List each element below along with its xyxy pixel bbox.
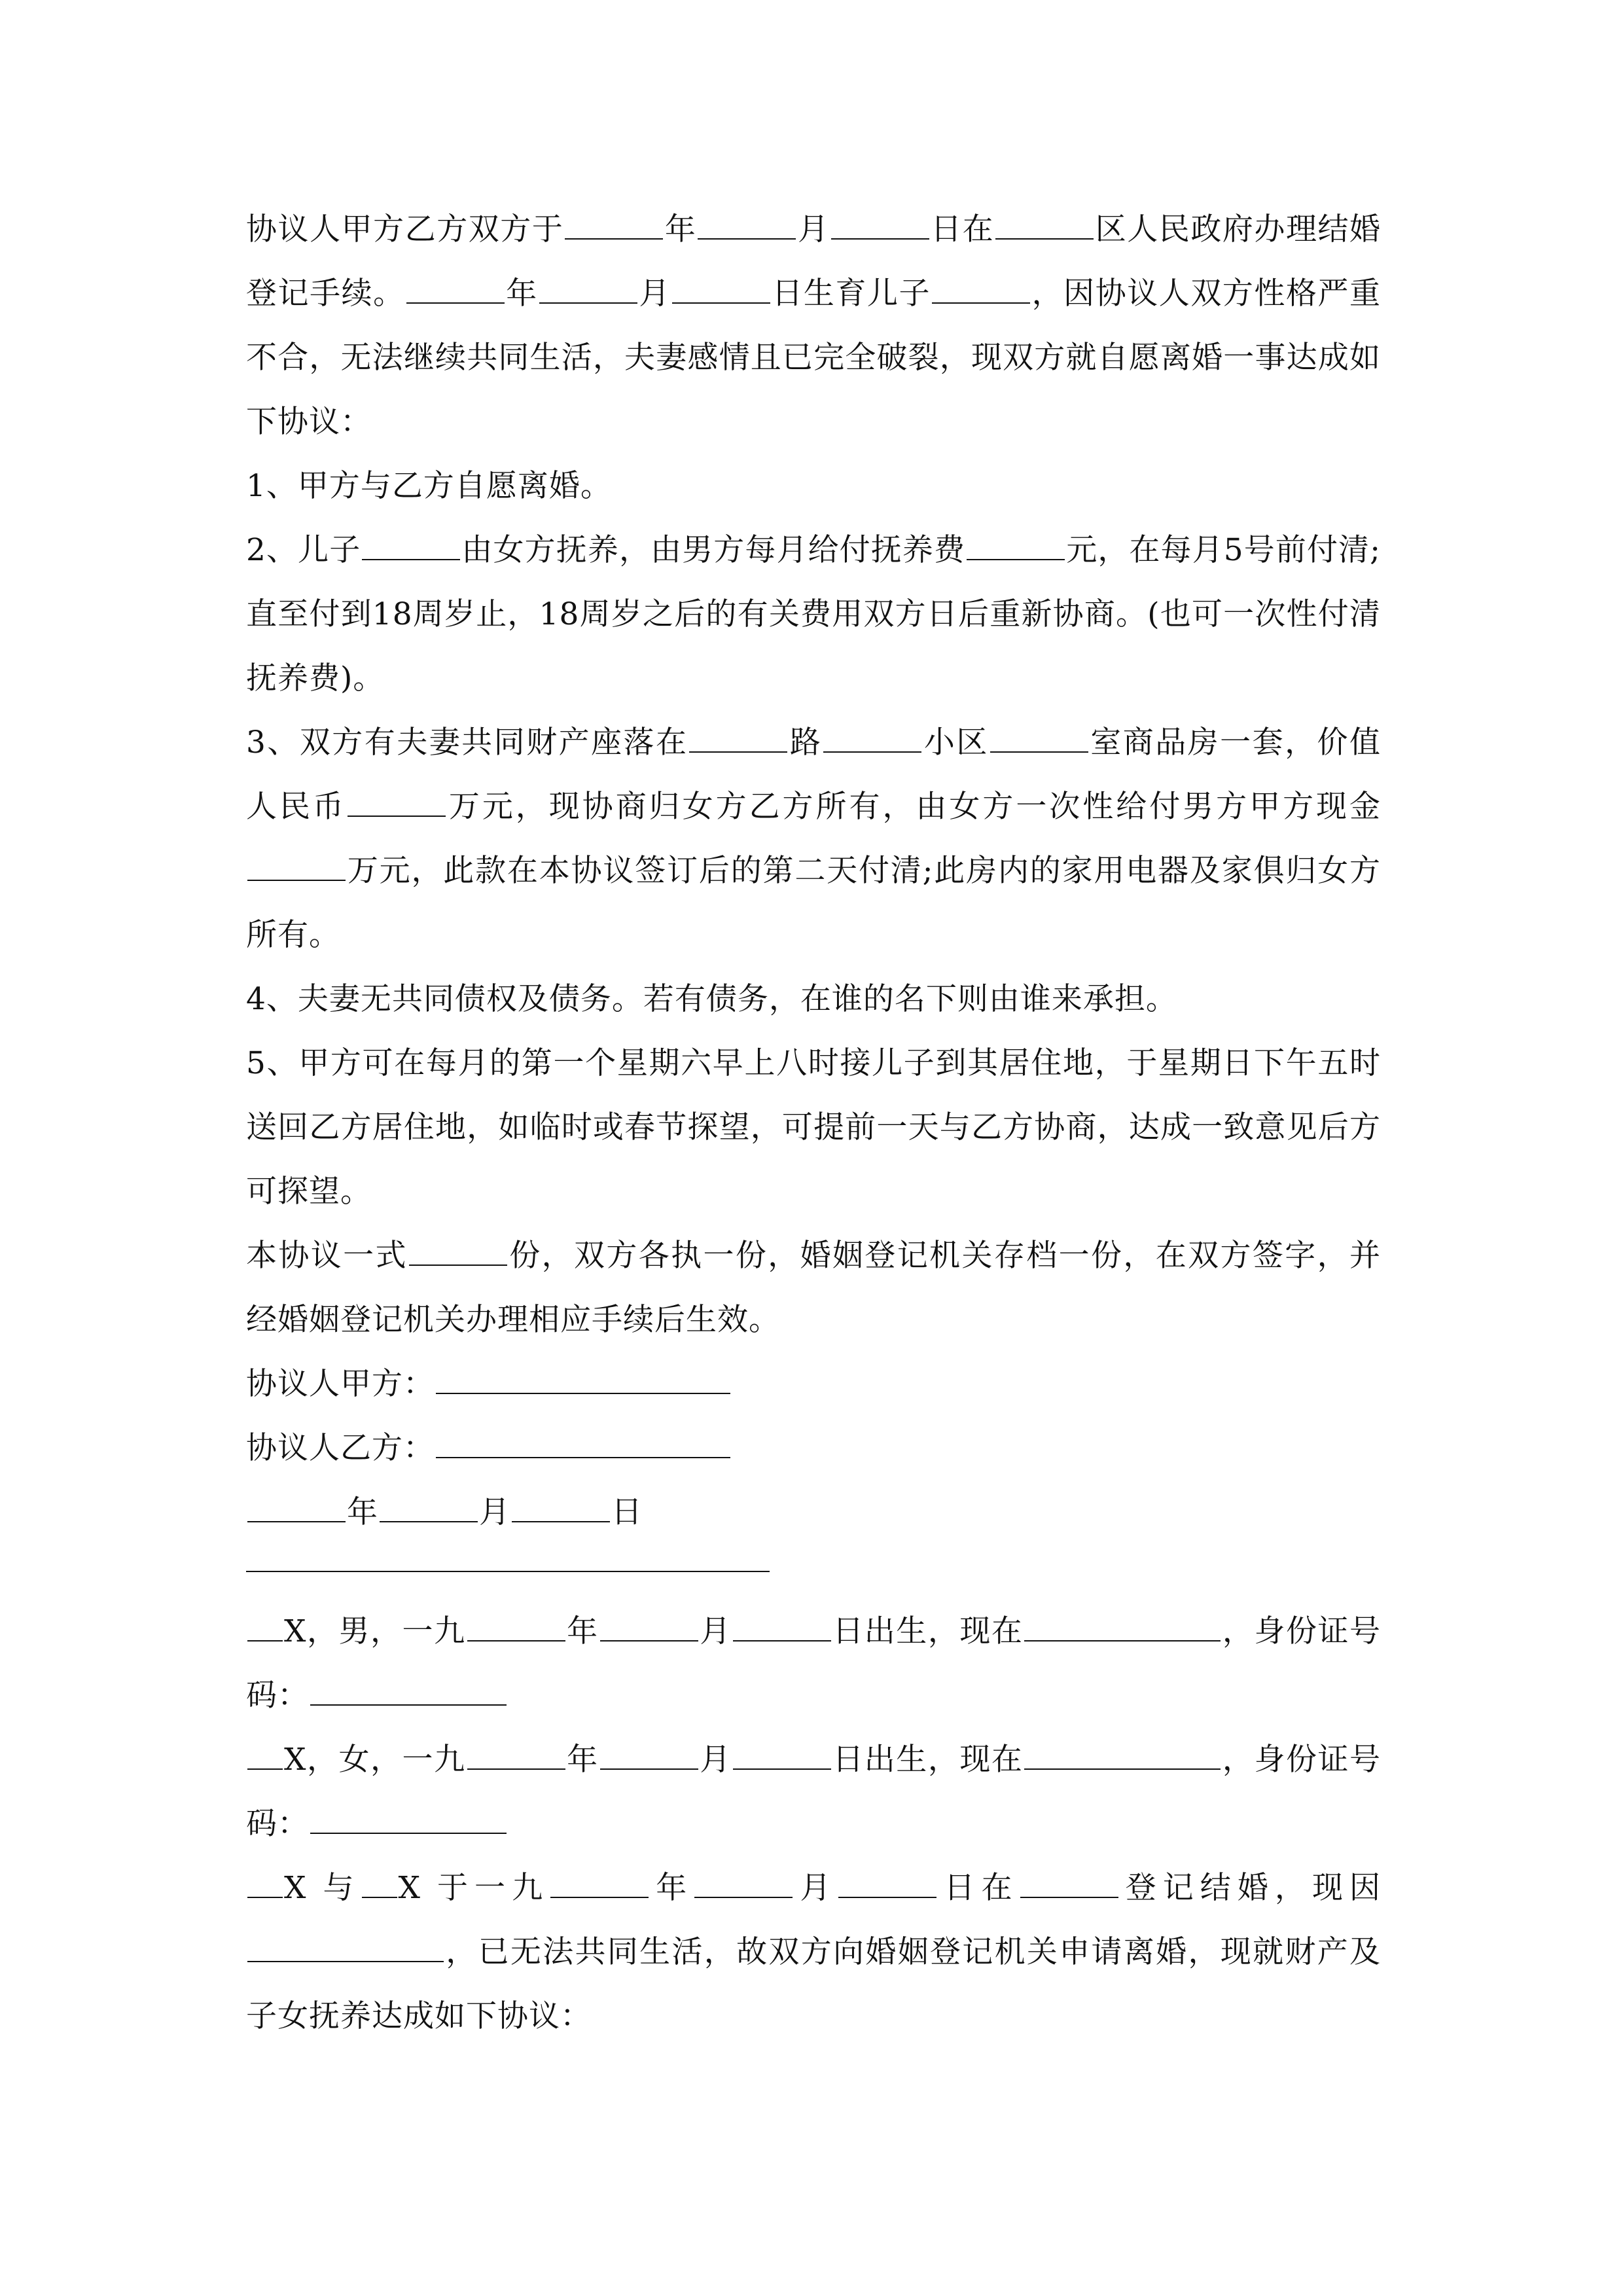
blank-field[interactable] <box>539 278 637 304</box>
blank-field[interactable] <box>694 1872 793 1898</box>
clause-3 <box>246 711 1381 967</box>
female-party-info <box>246 1728 1381 1856</box>
text: 月 <box>699 1613 732 1649</box>
text: 日出生，现在 <box>832 1742 1024 1778</box>
text: 万元，此款在本协议签订后的第二天付清;此房内的家用电器及家俱归女方所有。 <box>246 853 1381 953</box>
blank-field[interactable] <box>689 726 787 753</box>
blank-field[interactable] <box>247 1744 283 1770</box>
blank-field[interactable] <box>550 1872 649 1898</box>
blank-field[interactable] <box>362 534 460 560</box>
blank-field[interactable] <box>247 1496 346 1522</box>
text: 由女方抚养，由男方每月给付抚养费 <box>461 532 966 568</box>
blank-field[interactable] <box>247 1615 283 1641</box>
blank-field[interactable] <box>467 1744 565 1770</box>
blank-field[interactable] <box>512 1496 610 1522</box>
text: 小区 <box>923 725 989 761</box>
text: 日 <box>611 1494 643 1530</box>
text: 年 <box>664 211 697 247</box>
signature-line[interactable] <box>436 1368 730 1394</box>
clause-4: 4、夫妻无共同债权及债务。若有债务，在谁的名下则由谁来承担。 <box>246 981 1177 1017</box>
blank-field[interactable] <box>1020 1872 1118 1898</box>
blank-field[interactable] <box>932 278 1030 304</box>
clause-1: 1、甲方与乙方自愿离婚。 <box>246 468 612 504</box>
text: 登记结婚，现因 <box>1119 1870 1382 1906</box>
intro-paragraph <box>246 198 1381 454</box>
text: 协议人甲方乙方双方于 <box>246 211 564 247</box>
text: 日在 <box>938 1870 1019 1906</box>
separator-rule <box>246 1571 770 1572</box>
text: 年 <box>650 1870 694 1906</box>
blank-field[interactable] <box>310 1679 507 1706</box>
blank-field[interactable] <box>967 534 1065 560</box>
copies-paragraph <box>246 1224 1381 1352</box>
blank-field[interactable] <box>733 1744 831 1770</box>
blank-field[interactable] <box>600 1615 698 1641</box>
male-party-info <box>246 1600 1381 1728</box>
text: 室商品房一套，价值人民币 <box>246 725 1382 825</box>
date-line <box>246 1480 1381 1545</box>
blank-field[interactable] <box>247 1872 283 1898</box>
text: 年 <box>505 276 538 312</box>
text: 月 <box>699 1742 732 1778</box>
blank-field[interactable] <box>565 213 663 240</box>
blank-field[interactable] <box>990 726 1088 753</box>
blank-field[interactable] <box>1024 1615 1221 1641</box>
blank-field[interactable] <box>823 726 921 753</box>
clause-5: 5、甲方可在每月的第一个星期六早上八时接儿子到其居住地，于星期日下午五时送回乙方居住地，如临时或春节探望，可提前一天与乙方协商，达成一致意见后方可探望。 <box>246 1045 1381 1210</box>
text: 协议人乙方： <box>246 1430 435 1466</box>
text: ，已无法共同生活，故双方向婚姻登记机关申请离婚，现就财产及子女抚养达成如下协议： <box>246 1934 1381 2034</box>
signature-party-a <box>246 1352 1381 1416</box>
blank-field[interactable] <box>831 213 929 240</box>
blank-field[interactable] <box>310 1808 507 1834</box>
text: 日生育儿子 <box>771 276 931 312</box>
text: 月 <box>794 1870 838 1906</box>
text: 年 <box>566 1613 599 1649</box>
text: 区人民政府办理结婚登记手续。 <box>246 211 1382 312</box>
text: 2、儿子 <box>246 532 361 568</box>
text: 月 <box>638 276 671 312</box>
blank-field[interactable] <box>409 1240 507 1266</box>
blank-field[interactable] <box>1024 1744 1221 1770</box>
text: X 与 <box>284 1870 361 1906</box>
clause-2 <box>246 518 1381 711</box>
text: 日在 <box>930 211 995 247</box>
blank-field[interactable] <box>995 213 1094 240</box>
text: 年 <box>347 1494 378 1530</box>
text: 3、双方有夫妻共同财产座落在 <box>246 725 688 761</box>
text: 年 <box>566 1742 599 1778</box>
blank-field[interactable] <box>838 1872 936 1898</box>
blank-field[interactable] <box>467 1615 565 1641</box>
signature-party-b <box>246 1416 1381 1480</box>
text: ，身份证号码： <box>246 1613 1382 1713</box>
text: X，男，一九 <box>284 1613 466 1649</box>
blank-field[interactable] <box>348 791 446 817</box>
blank-field[interactable] <box>600 1744 698 1770</box>
text: 份，双方各执一份，婚姻登记机关存档一份，在双方签字，并经婚姻登记机关办理相应手续后生效。 <box>246 1238 1381 1338</box>
blank-field[interactable] <box>406 278 505 304</box>
text: X，女，一九 <box>284 1742 466 1778</box>
text: 日出生，现在 <box>832 1613 1024 1649</box>
blank-field[interactable] <box>698 213 796 240</box>
text: 协议人甲方： <box>246 1366 435 1402</box>
blank-field[interactable] <box>362 1872 397 1898</box>
text: ，身份证号码： <box>246 1742 1382 1842</box>
text: ，因协议人双方性格严重不合，无法继续共同生活，夫妻感情且已完全破裂，现双方就自愿离婚一事达成如下协议： <box>246 276 1382 440</box>
text: 万元，现协商归女方乙方所有，由女方一次性给付男方甲方现金 <box>446 789 1382 825</box>
text: 本协议一式 <box>246 1238 408 1274</box>
agreement-body <box>246 198 1381 2049</box>
marriage-info <box>246 1856 1381 2049</box>
blank-field[interactable] <box>247 1936 444 1962</box>
blank-field[interactable] <box>247 855 346 881</box>
text: 元，在每月5号前付清;直至付到18周岁止，18周岁之后的有关费用双方日后重新协商。(也可一次性付清抚养费)。 <box>246 532 1381 696</box>
blank-field[interactable] <box>380 1496 478 1522</box>
text: X 于一九 <box>398 1870 550 1906</box>
signature-line[interactable] <box>436 1432 730 1458</box>
blank-field[interactable] <box>672 278 770 304</box>
blank-field[interactable] <box>733 1615 831 1641</box>
text: 月 <box>797 211 830 247</box>
text: 路 <box>789 725 823 761</box>
text: 月 <box>479 1494 510 1530</box>
